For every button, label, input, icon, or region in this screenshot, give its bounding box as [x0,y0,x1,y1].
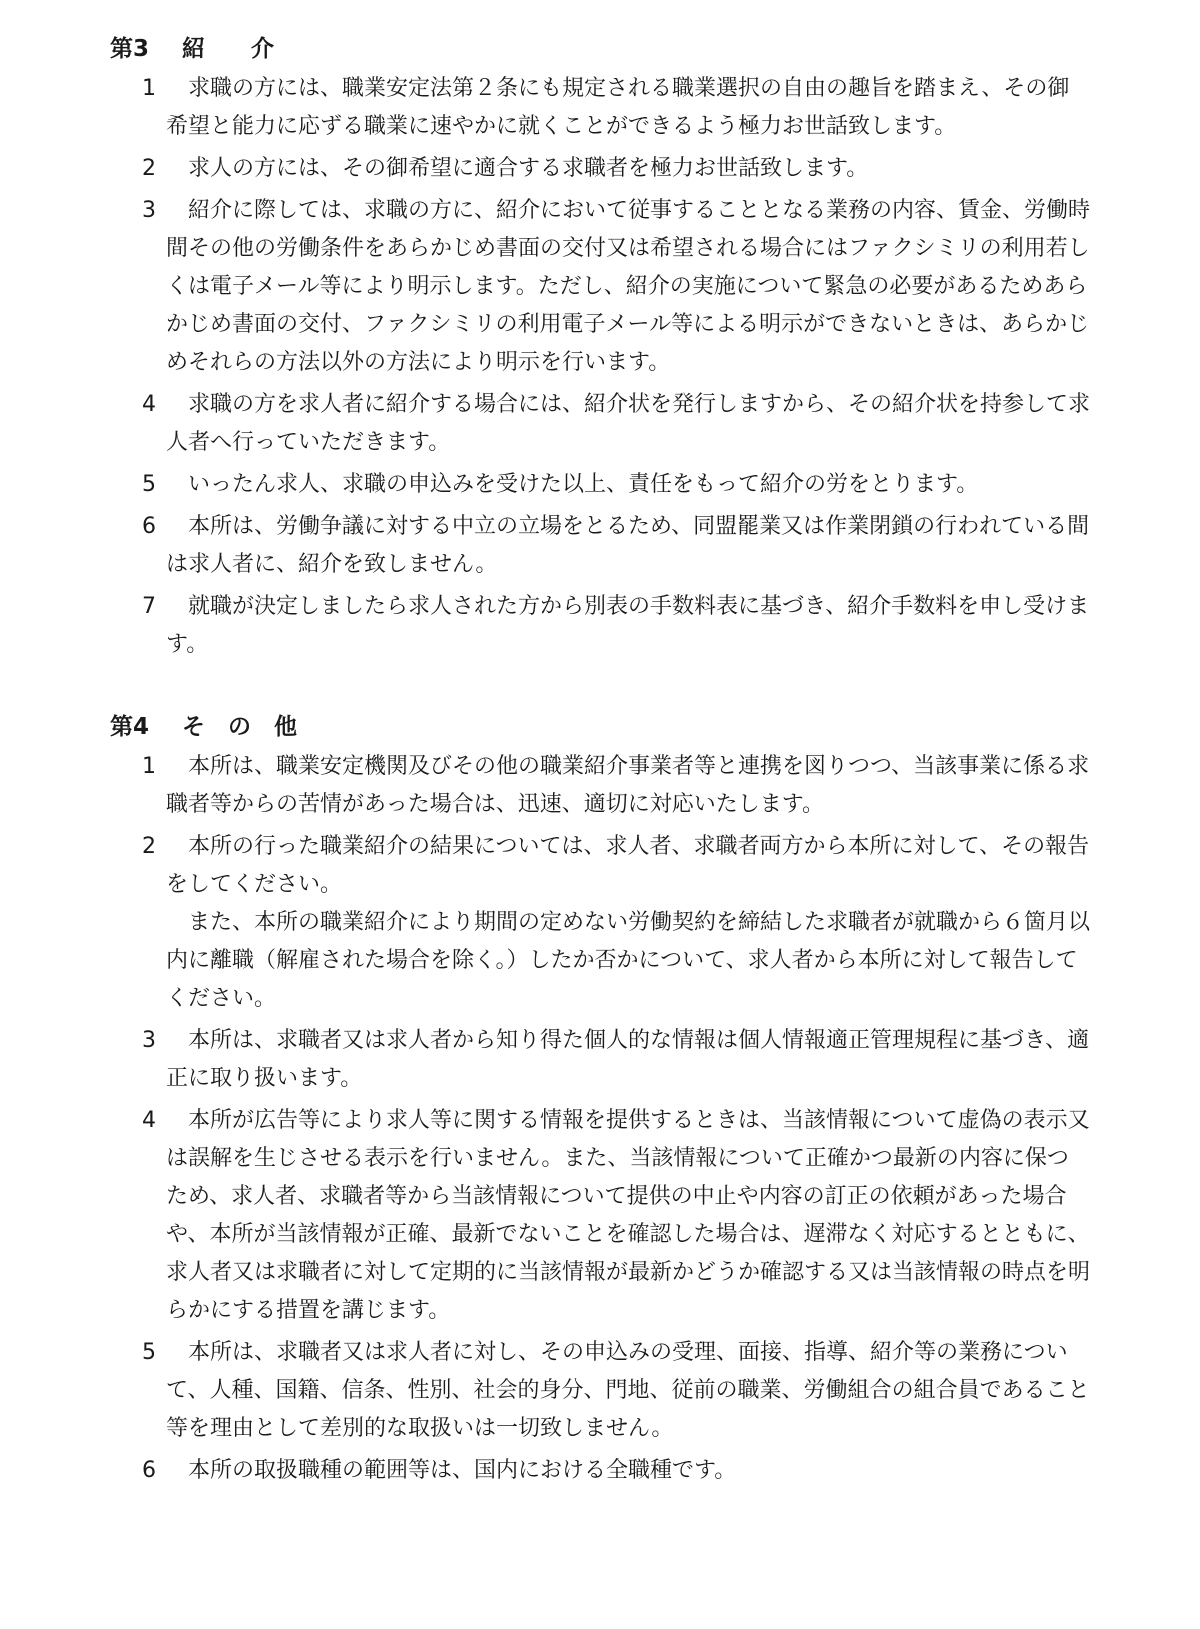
list-item [110,386,1090,462]
item-number: 2 [142,834,156,859]
section-title: そ の 他 [182,714,297,740]
list-item [110,1334,1090,1448]
item-number: 5 [142,1340,156,1365]
item-number: 2 [142,156,156,181]
list-item [110,192,1090,382]
item-text: 求職の方には、職業安定法第２条にも規定される職業選択の自由の趣旨を踏まえ、その御希望と能力に応ずる職業に速やかに就くことができるよう極力お世話致します。 [166,76,1070,139]
section-3 [110,30,1090,664]
section-heading [110,30,1090,68]
item-number: 6 [142,514,156,539]
list-item [110,70,1090,146]
section-heading [110,708,1090,746]
list-item [110,508,1090,584]
item-text: 就職が決定しましたら求人された方から別表の手数料表に基づき、紹介手数料を申し受けます。 [166,594,1090,657]
item-number: 3 [142,198,156,223]
item-text: 本所の行った職業紹介の結果については、求人者、求職者両方から本所に対して、その報告をしてください。 [166,834,1090,897]
section-items [110,748,1090,1490]
section-4 [110,708,1090,1490]
item-text: 本所の取扱職種の範囲等は、国内における全職種です。 [188,1458,737,1483]
item-text: 求職の方を求人者に紹介する場合には、紹介状を発行しますから、その紹介状を持参して求人者へ行っていただきます。 [166,392,1091,455]
item-number: 4 [142,392,156,417]
item-number: 1 [142,754,156,779]
item-number: 6 [142,1458,156,1483]
item-text: いったん求人、求職の申込みを受けた以上、責任をもって紹介の労をとります。 [188,472,979,497]
list-item [110,150,1090,188]
item-text: 本所は、求職者又は求人者に対し、その申込みの受理、面接、指導、紹介等の業務について、人種、国籍、信条、性別、社会的身分、門地、従前の職業、労働組合の組合員であること等を理由として差別的な取扱いは一切致しません。 [166,1340,1090,1441]
section-items [110,70,1090,664]
item-text: 本所は、求職者又は求人者から知り得た個人的な情報は個人情報適正管理規程に基づき、適正に取り扱います。 [166,1028,1090,1091]
item-number: 5 [142,472,156,497]
section-number: 第3 [110,36,150,62]
item-text: 本所は、職業安定機関及びその他の職業紹介事業者等と連携を図りつつ、当該事業に係る求職者等からの苦情があった場合は、迅速、適切に対応いたします。 [166,754,1090,817]
list-item [110,828,1090,1018]
item-number: 3 [142,1028,156,1053]
item-text: また、本所の職業紹介により期間の定めない労働契約を締結した求職者が就職から６箇月以内に離職（解雇された場合を除く。）したか否かについて、求人者から本所に対して報告してください。 [166,910,1091,1011]
item-text: 紹介に際しては、求職の方に、紹介において従事することとなる業務の内容、賃金、労働時間その他の労働条件をあらかじめ書面の交付又は希望される場合にはファクシミリの利用若しくは電子メール等により明示します。ただし、紹介の実施について緊急の必要があるためあらかじめ書面の交付、ファクシミリの利用電子メール等による明示ができないときは、あらかじめそれらの方法以外の方法により明示を行います。 [166,198,1091,375]
item-number: 7 [142,594,156,619]
list-item [110,1102,1090,1330]
item-number: 4 [142,1108,156,1133]
list-item [110,1022,1090,1098]
list-item [110,588,1090,664]
section-number: 第4 [110,714,150,740]
document-page [110,30,1090,1494]
item-text: 本所は、労働争議に対する中立の立場をとるため、同盟罷業又は作業閉鎖の行われている間は求人者に、紹介を致しません。 [166,514,1090,577]
list-item [110,1452,1090,1490]
section-title: 紹 介 [182,36,274,62]
item-text: 求人の方には、その御希望に適合する求職者を極力お世話致します。 [188,156,869,181]
item-number: 1 [142,76,156,101]
list-item [110,748,1090,824]
item-text: 本所が広告等により求人等に関する情報を提供するときは、当該情報について虚偽の表示又は誤解を生じさせる表示を行いません。また、当該情報について正確かつ最新の内容に保つため、求人者、求職者等から当該情報について提供の中止や内容の訂正の依頼があった場合や、本所が当該情報が正確、最新でないことを確認した場合は、遅滞なく対応するとともに、求人者又は求職者に対して定期的に当該情報が最新かどうか確認する又は当該情報の時点を明らかにする措置を講じます。 [166,1108,1091,1323]
list-item [110,466,1090,504]
